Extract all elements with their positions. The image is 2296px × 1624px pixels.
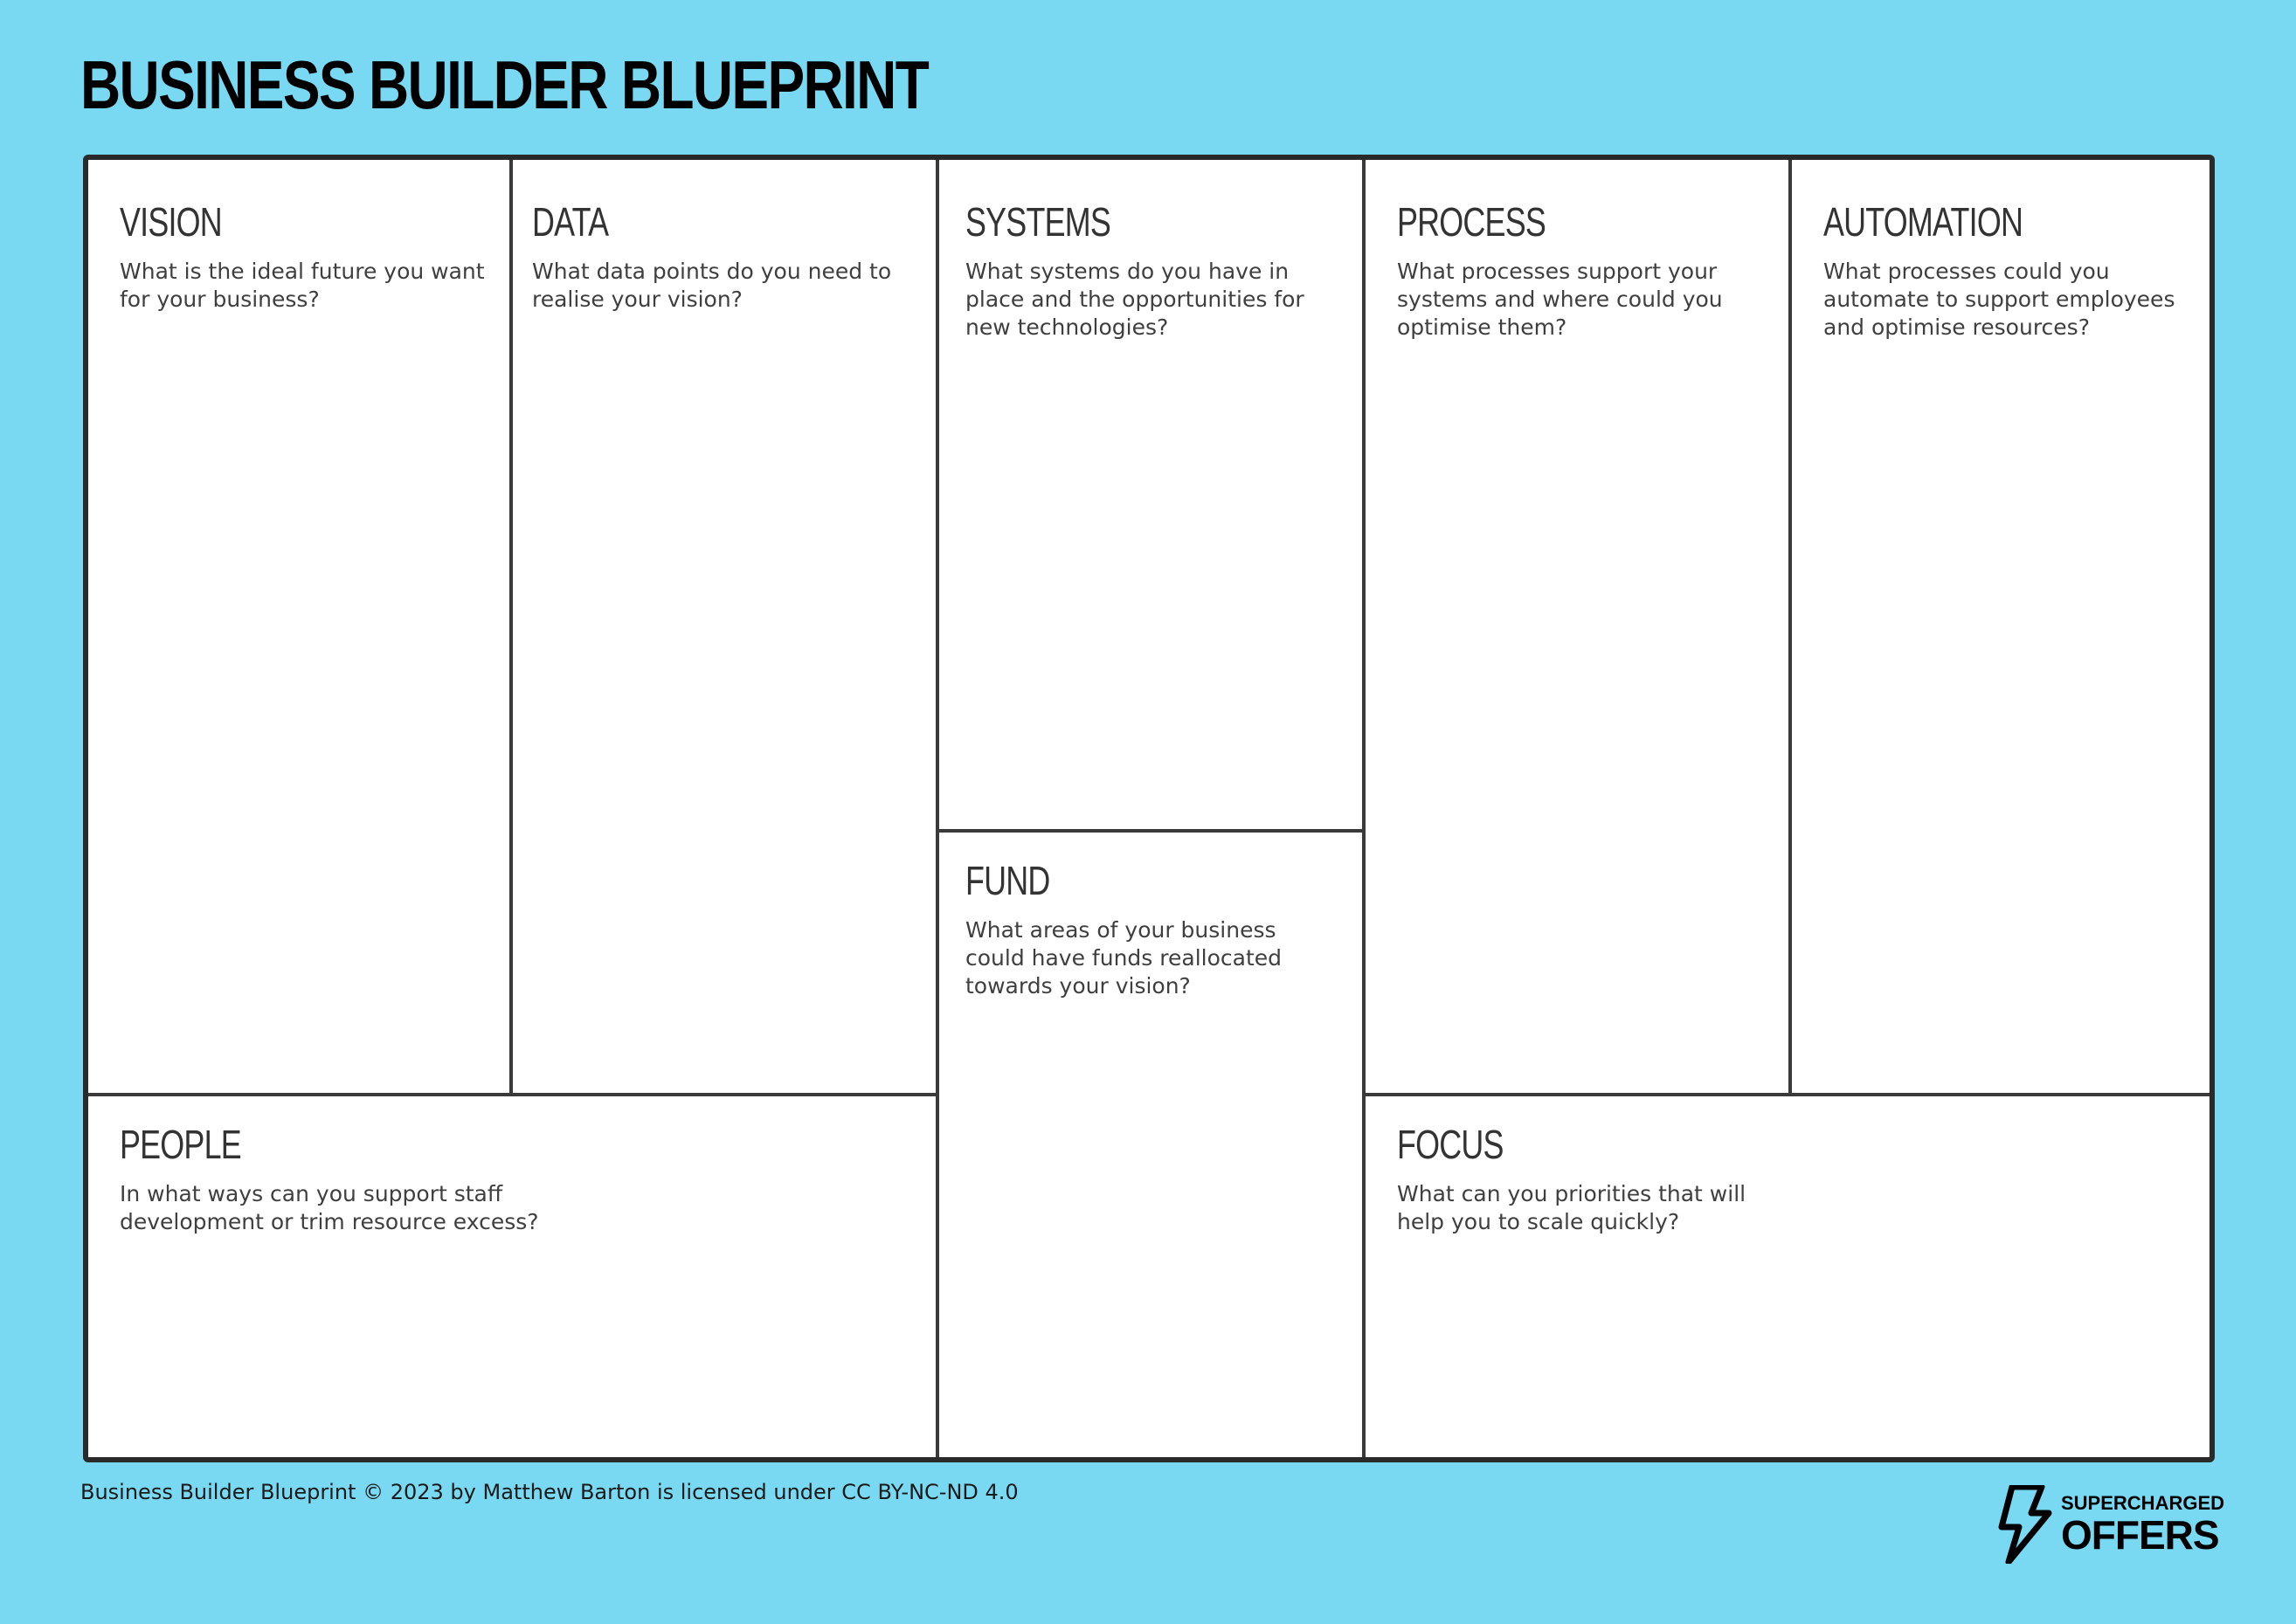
supercharged-offers-logo — [1996, 1485, 2224, 1564]
blueprint-canvas — [83, 155, 2215, 1462]
logo-line-2: OFFERS — [2061, 1512, 2219, 1558]
focus-prompt: What can you priorities that will help you to scale quickly? — [1397, 1181, 1746, 1234]
data-prompt: What data points do you need to realise your vision? — [532, 259, 892, 312]
data-title: DATA — [532, 199, 609, 245]
vision-prompt: What is the ideal future you want for your business? — [120, 259, 485, 312]
process-prompt: What processes support your systems and where could you optimise them? — [1397, 259, 1723, 340]
process-title: PROCESS — [1397, 199, 1546, 245]
logo-line-1: SUPERCHARGED — [2061, 1492, 2225, 1514]
systems-prompt: What systems do you have in place and the opportunities for new technologies? — [965, 259, 1304, 340]
license-text: Business Builder Blueprint © 2023 by Matthew Barton is licensed under CC BY-NC-ND 4.0 — [80, 1480, 1019, 1504]
systems-title: SYSTEMS — [965, 199, 1111, 245]
vision-title: VISION — [120, 199, 222, 245]
fund-cell[interactable] — [939, 833, 1362, 1457]
people-title: PEOPLE — [120, 1122, 241, 1167]
focus-cell[interactable] — [1366, 1096, 2210, 1457]
automation-title: AUTOMATION — [1823, 199, 2023, 245]
vision-cell[interactable] — [88, 160, 509, 1093]
fund-prompt: What areas of your business could have funds reallocated towards your vision? — [965, 917, 1282, 999]
fund-title: FUND — [965, 858, 1050, 903]
lightning-bolt-icon — [1996, 1485, 2054, 1564]
people-prompt: In what ways can you support staff development or trim resource excess? — [120, 1181, 539, 1234]
process-cell[interactable] — [1366, 160, 1788, 1093]
page-title: BUSINESS BUILDER BLUEPRINT — [80, 46, 929, 123]
data-cell[interactable] — [513, 160, 936, 1093]
systems-cell[interactable] — [939, 160, 1362, 829]
automation-prompt: What processes could you automate to support employees and optimise resources? — [1823, 259, 2175, 340]
focus-title: FOCUS — [1397, 1122, 1504, 1167]
people-cell[interactable] — [88, 1096, 936, 1457]
automation-cell[interactable] — [1792, 160, 2210, 1093]
